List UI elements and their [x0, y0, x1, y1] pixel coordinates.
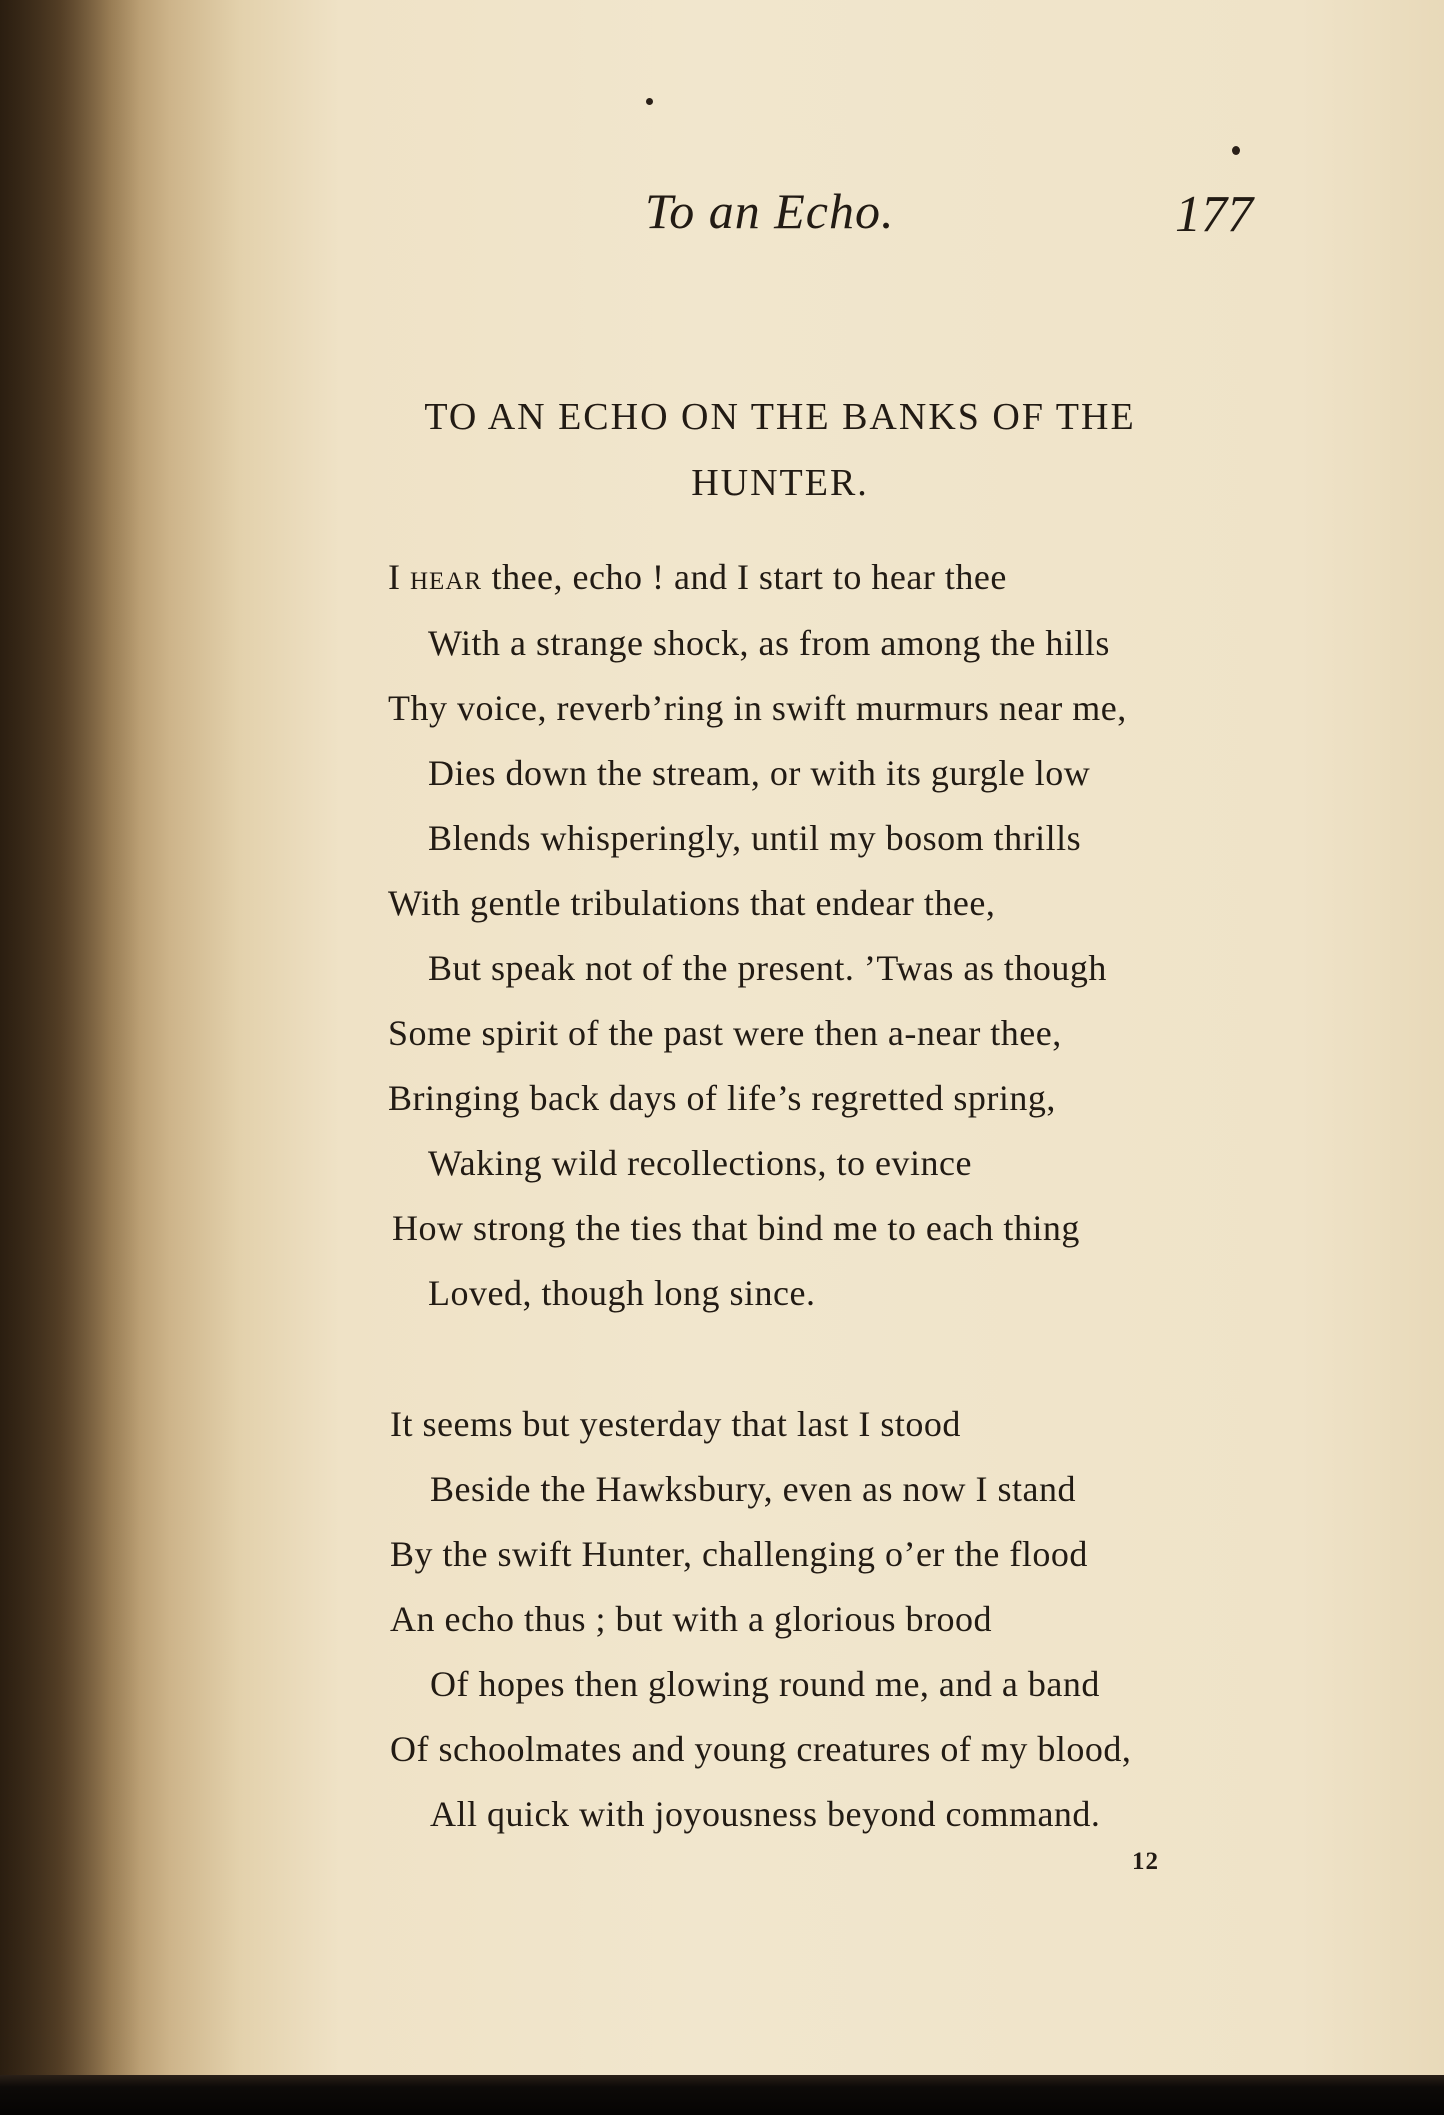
verse-line: Some spirit of the past were then a-near thee,: [388, 1013, 1062, 1053]
verse-line: Dies down the stream, or with its gurgle low: [428, 753, 1091, 793]
verse-line: I hear thee, echo ! and I start to hear thee: [388, 557, 1007, 597]
verse-line: Beside the Hawksbury, even as now I stand: [430, 1469, 1077, 1509]
ink-speck: [1232, 146, 1240, 155]
poem-title-line: TO AN ECHO ON THE BANKS OF THE: [424, 396, 1136, 438]
verse-line: An echo thus ; but with a glorious brood: [390, 1599, 992, 1639]
ink-speck: [646, 98, 653, 105]
verse-line: Blends whisperingly, until my bosom thrills: [428, 818, 1082, 858]
poem-title: [300, 384, 1260, 516]
verse-line: All quick with joyousness beyond command.: [430, 1794, 1101, 1834]
verse-line: Bringing back days of life’s regretted spring,: [388, 1078, 1056, 1118]
page-number: 177: [1175, 186, 1253, 243]
verse-line: Thy voice, reverb’ring in swift murmurs near me,: [388, 688, 1127, 728]
verse-line: Of schoolmates and young creatures of my blood,: [390, 1729, 1132, 1769]
verse-line: Waking wild recollections, to evince: [428, 1143, 972, 1183]
verse-line: But speak not of the present. ’Twas as though: [428, 948, 1107, 988]
poem-title-line: HUNTER.: [691, 462, 869, 504]
running-head-title: To an Echo.: [645, 183, 895, 239]
verse-line: Of hopes then glowing round me, and a band: [430, 1664, 1100, 1704]
verse-line: How strong the ties that bind me to each thing: [392, 1208, 1080, 1248]
verse-line: With gentle tribulations that endear thee,: [388, 883, 996, 923]
signature-mark: 12: [1132, 1848, 1159, 1875]
verse-line: Loved, though long since.: [428, 1273, 816, 1313]
verse-line: With a strange shock, as from among the hills: [428, 623, 1110, 663]
spine-shadow: [0, 0, 140, 2075]
page-bottom-edge: [0, 2075, 1444, 2115]
verse-line: By the swift Hunter, challenging o’er the flood: [390, 1534, 1088, 1574]
verse-line: It seems but yesterday that last I stood: [390, 1404, 961, 1444]
